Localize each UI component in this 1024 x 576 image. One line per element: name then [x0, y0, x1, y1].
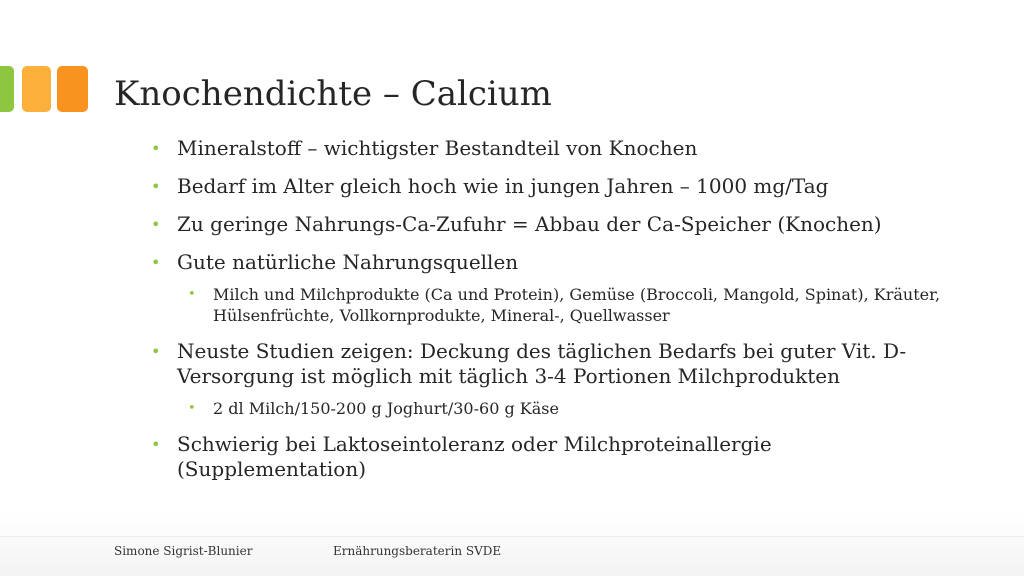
bullet-item	[150, 432, 950, 482]
sub-bullet-text: Milch und Milchprodukte (Ca und Protein), Gemüse (Broccoli, Mangold, Spinat), Kräuter, Hülsenfrüchte, Vollkornprodukte, Mineral-, Quellwasser	[213, 285, 941, 325]
bullet-marker-icon: •	[151, 139, 161, 158]
bullet-marker-icon: •	[151, 342, 161, 361]
bullet-item	[150, 136, 950, 161]
bullet-text: Neuste Studien zeigen: Deckung des täglichen Bedarfs bei guter Vit. D-Versorgung ist möglich mit täglich 3-4 Portionen Milchprodukten	[177, 339, 907, 388]
bullet-list	[150, 136, 950, 495]
bullet-item	[150, 339, 950, 389]
bullet-text: Schwierig bei Laktoseintoleranz oder Milchproteinallergie (Supplementation)	[177, 432, 772, 481]
decor-bar-green	[0, 66, 14, 112]
sub-bullet-text: 2 dl Milch/150-200 g Joghurt/30-60 g Käse	[213, 399, 559, 418]
footer-role: Ernährungsberaterin SVDE	[333, 544, 502, 558]
bullet-marker-icon: •	[151, 177, 161, 196]
bullet-text: Gute natürliche Nahrungsquellen	[177, 250, 519, 274]
slide-title: Knochendichte – Calcium	[114, 74, 552, 114]
sub-bullet-marker-icon: •	[188, 401, 196, 416]
decor-bar-yellow	[22, 66, 51, 112]
bullet-marker-icon: •	[151, 435, 161, 454]
sub-bullet-marker-icon: •	[188, 287, 196, 302]
bullet-text: Mineralstoff – wichtigster Bestandteil von Knochen	[177, 136, 698, 160]
bullet-item	[150, 250, 950, 275]
bullet-text: Zu geringe Nahrungs-Ca-Zufuhr = Abbau der Ca-Speicher (Knochen)	[177, 212, 882, 236]
sub-bullet-item	[150, 284, 950, 326]
bullet-item	[150, 174, 950, 199]
bullet-item	[150, 212, 950, 237]
decor-bar-orange	[57, 66, 88, 112]
bullet-text: Bedarf im Alter gleich hoch wie in jungen Jahren – 1000 mg/Tag	[177, 174, 829, 198]
footer-author: Simone Sigrist-Blunier	[114, 544, 253, 558]
sub-bullet-item	[150, 398, 950, 419]
bullet-marker-icon: •	[151, 253, 161, 272]
bullet-marker-icon: •	[151, 215, 161, 234]
footer-divider	[0, 536, 1024, 537]
